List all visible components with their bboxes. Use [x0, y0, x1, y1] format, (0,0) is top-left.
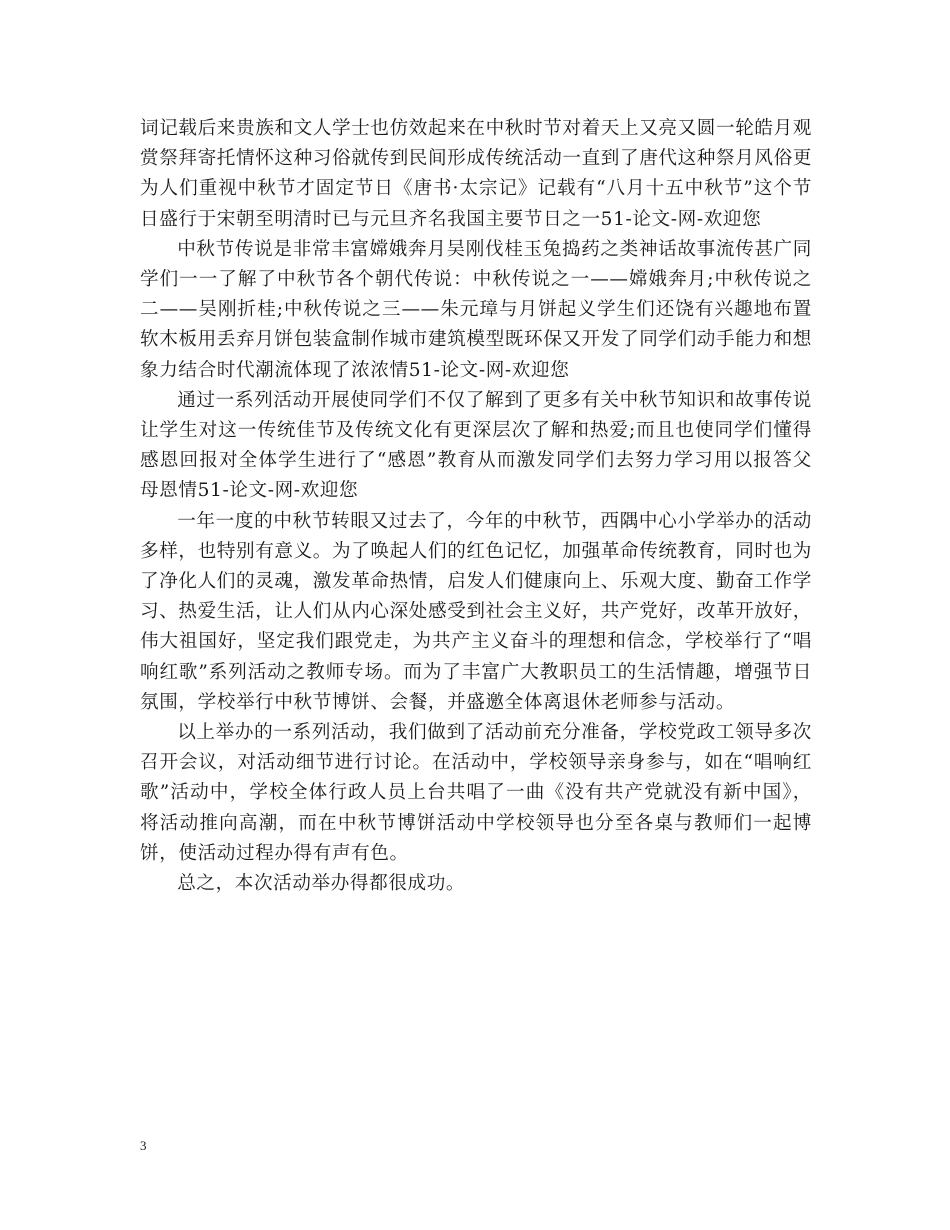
page-number: 3 — [140, 1138, 147, 1153]
paragraph-4: 一年一度的中秋节转眼又过去了，今年的中秋节，西隅中心小学举办的活动多样，也特别有意义。为了唤起人们的红色记忆，加强革命传统教育，同时也为了净化人们的灵魂，激发革命热情，启发人们健康向上、乐观大度、勤奋工作学习、热爱生活，让人们从内心深处感受到社会主义好，共产党好，改革开放好，伟大祖国好，坚定我们跟党走，为共产主义奋斗的理想和信念，学校举行了“唱响红歌”系列活动之教师专场。而为了丰富广大教职员工的生活情趣，增强节日氛围，学校举行中秋节博饼、会餐，并盛邀全体离退休老师参与活动。 — [140, 510, 812, 713]
document-body — [140, 114, 812, 899]
paragraph-3: 通过一系列活动开展使同学们不仅了解到了更多有关中秋节知识和故事传说让学生对这一传统佳节及传统文化有更深层次了解和热爱;而且也使同学们懂得感恩回报对全体学生进行了“感恩”教育从而激发同学们去努力学习用以报答父母恩情51-论文-网-欢迎您 — [140, 389, 812, 502]
paragraph-6: 总之，本次活动举办得都很成功。 — [177, 873, 466, 895]
paragraph-1: 词记载后来贵族和文人学士也仿效起来在中秋时节对着天上又亮又圆一轮皓月观赏祭拜寄托情怀这种习俗就传到民间形成传统活动一直到了唐代这种祭月风俗更为人们重视中秋节才固定节日《唐书·太宗记》记载有“八月十五中秋节”这个节日盛行于宋朝至明清时已与元旦齐名我国主要节日之一51-论文-网-欢迎您 — [140, 118, 812, 230]
paragraph-5: 以上举办的一系列活动，我们做到了活动前充分准备，学校党政工领导多次召开会议，对活动细节进行讨论。在活动中，学校领导亲身参与，如在“唱响红歌”活动中，学校全体行政人员上台共唱了一曲《没有共产党就没有新中国》，将活动推向高潮，而在中秋节博饼活动中学校领导也分至各桌与教师们一起博饼，使活动过程办得有声有色。 — [140, 722, 812, 864]
paragraph-2: 中秋节传说是非常丰富嫦娥奔月吴刚伐桂玉兔捣药之类神话故事流传甚广同学们一一了解了中秋节各个朝代传说：中秋传说之一——嫦娥奔月;中秋传说之二——吴刚折桂;中秋传说之三——朱元璋与月饼起义学生们还饶有兴趣地布置软木板用丢弃月饼包装盒制作城市建筑模型既环保又开发了同学们动手能力和想象力结合时代潮流体现了浓浓情51-论文-网-欢迎您 — [140, 238, 812, 381]
